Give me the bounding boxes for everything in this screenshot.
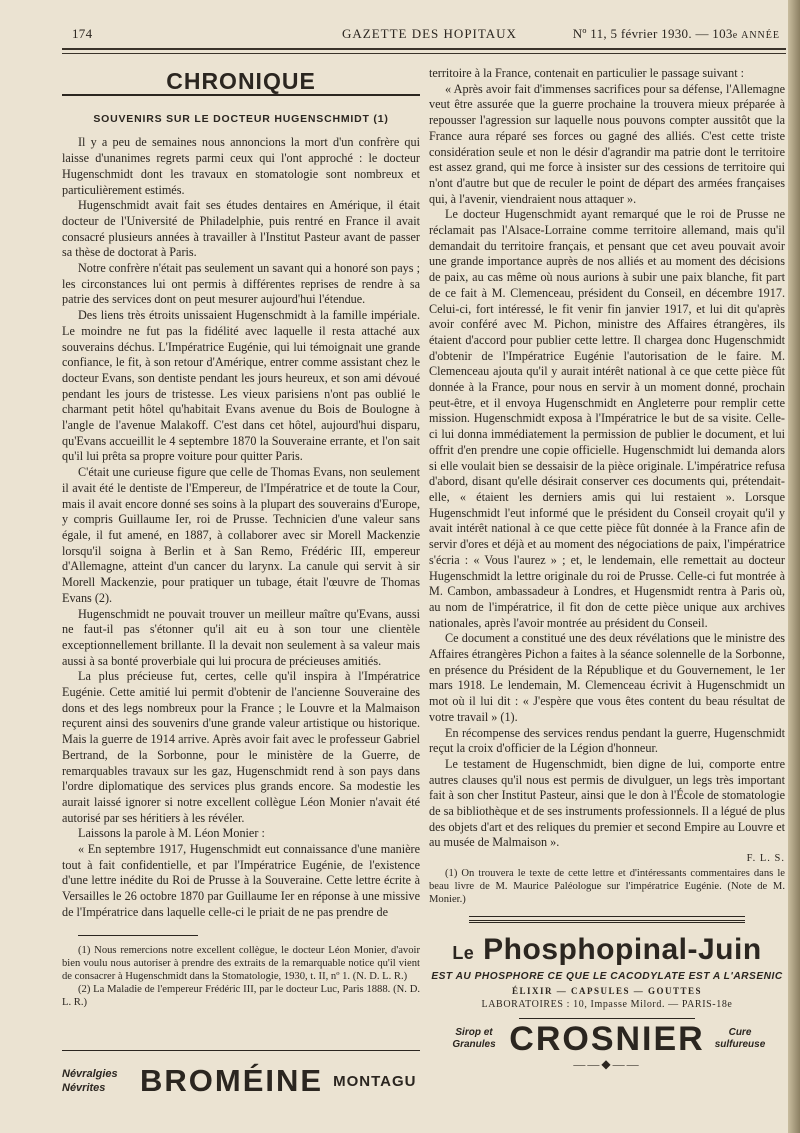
paragraph: Le docteur Hugenschmidt ayant remarqué que le roi de Prusse ne réclamait pas l'Alsace-Lorraine comme territoire allemand, mais qu'il demandait du territoire français, et pensant que cet aveu pouvait avoir une grande importance auprès de nos alliés et au moment des décisions de paix, au cas même où nous aurions à subir une paix blanche, fit part de ce fait à M. Clemenceau, président du Conseil, en décembre 1917. Celui-ci, fort intéressé, le fit venir fin janvier 1917, et lui dit qu'après avoir conféré avec M. Pichon, ministre des Affaires étrangères, ils étaient d'accord pour publier cette lettre. Il chargea donc Hugenschmidt d'obtenir de l'Impératrice Eugénie l'autorisation de le faire. M. Clemenceau ajouta qu'il y aurait intérêt national à ce que cette pièce fût donnée à la France, pour nous en servir à un moment donné, prochain peut-être, et il envoya Hugenschmidt en Angleterre pour remplir cette mission. Hugenschmidt exposa à l'Impératrice le but de sa visite. Celle-ci lui donna immédiatement la permission de publier le document, et lui offrit d'en prendre une copie officielle. Hugenschmidt lui demanda alors si elle voulait bien se dessaisir de la pièce originale. L'impératrice refusa d'abord, disant qu'elle désirait conserver ces documents qui, prétendait-elle, « étaient les derniers amis qui lui restaient ». Lorsque Hugenschmidt l'eut informé que le président du Conseil croyait qu'il y avait intérêt national à ce que cette pièce fût donnée à la France afin de servir d'ores et déjà et au moment des négociations de paix, l'impératrice s'écria : « Vous l'aurez » ; et, le lendemain, elle remettait au docteur Hugenschmidt la lettre originale du roi de Prusse. Celle-ci fut montrée à M. Cambon, ambassadeur à Londres, et Hugensmidt rentra à Paris où, au nom de l'impératrice, il fit don de cette pièce unique aux archives nationales, après l'avoir montrée au président du Conseil. [429,207,785,630]
running-head [62,26,786,46]
signature: F. L. S. [746,853,785,865]
paragraph: Des liens très étroits unissaient Hugenschmidt à la famille impériale. Le moindre ne fut pas la fidélité avec laquelle il resta attaché aux souverains déchus. L'Impératrice Eugénie, qui lui témoignait une grande confiance, le fit, à son retour d'Amérique, entrer comme assistant chez le docteur Evans, son dentiste pendant les jours heureux, et son ami dévoué pendant les jours de tristesse. Les vieux parisiens n'ont pas oublié le charmant petit hôtel qu'habitait Evans avenue du Bois de Boulogne à l'angle de l'avenue Malakoff. C'est dans cet hôtel, aujourd'hui disparu, qu'Evans accueillit le 4 septembre 1870 la Souveraine errante, et l'on sait qu'il lui prêta sa propre voiture pour quitter Paris. [62,308,420,464]
ad-phos-tagline: EST AU PHOSPHORE CE QUE LE CACODYLATE EST A L'ARSENIC [431,971,783,983]
paragraph: territoire à la France, contenait en particulier le passage suivant : [429,66,745,80]
article-title: SOUVENIRS SUR LE DOCTEUR HUGENSCHMIDT (1) [93,112,389,125]
page-binding-edge [788,0,800,1133]
issue-year-suffix: e ANNÉE [732,30,780,41]
ad-bromeine-indication: Névralgies Névrites [62,1068,118,1094]
paragraph: Notre confrère n'était pas seulement un savant qui a honoré son pays ; les circonstances lui ont permis à différentes reprises de rendre à sa patrie des services dont on peut mesurer aujourd'hui l'étendue. [62,261,420,307]
advertisement-phosphopinal [429,933,785,1012]
ornament-divider: ——◆—— [573,1057,641,1072]
page-number: 174 [72,26,93,41]
footnote-rule [78,935,198,936]
ad-phos-forms: ÉLIXIR — CAPSULES — GOUTTES [511,986,703,997]
journal-title: GAZETTE DES HOPITAUX [342,26,517,41]
paragraph: Ce document a constitué une des deux révélations que le ministre des Affaires étrangères Pichon a faites à la séance solennelle de la Sorbonne, en présence du Président de la République et du Gouvernement, le 1er mars 1918. Le lendemain, M. Clemenceau écrivit à Hugenschmidt un mot où il lui dit : « J'espère que vous êtes content du beau résultat de votre travail » (1). [429,631,785,724]
ad-bromeine-brand: BROMÉINE [140,1063,324,1098]
header-rule [62,48,786,50]
ad-phos-brand: Phosphopinal-Juin [483,933,762,967]
advertisement-crosnier [439,1019,775,1058]
ad-separator-double [469,920,745,923]
paragraph: Le testament de Hugenschmidt, bien digne de lui, comporte entre autres clauses qu'il nous est permis de divulguer, un legs très important fait à son cher Institut Pasteur, ainsi que le don à l'École de stomatologie de sa bibliothèque et de ses instruments professionnels. Il a légué de plus des objets d'art et des reliques du premier et second Empire au Louvre et au musée de Malmaison ». [429,756,785,850]
paragraph: Hugenschmidt ne pouvait trouver un meilleur maître qu'Evans, aussi ne faut-il pas s'étonner qu'il ait eu à son tour une clientèle exceptionnellement brillante. Il la devait non seulement à sa valeur mais aussi à sa bonté proverbiale qui lui procura de précieuses amitiés. [62,606,420,668]
paragraph: En récompense des services rendus pendant la guerre, Hugenschmidt reçut la croix d'officier de la Légion d'honneur. [429,725,785,756]
advertisement-bromeine [62,1050,420,1099]
header-rule-thin [62,53,786,54]
paragraph: « En septembre 1917, Hugenschmidt eut connaissance d'une manière tout à fait confidentielle, et par l'Impératrice Eugénie, de l'existence d'une lettre inédite du Roi de Prusse à la Souveraine. Cette lettre écrite à Versailles le 26 octobre 1870 par Guillaume Ier en réponse à une missive de l'Impératrice dans laquelle celle-ci le priait de ne pas prendre de [62,842,420,919]
ad-crosnier-left: Sirop et Granules [452,1027,496,1051]
paragraph: Il y a peu de semaines nous annoncions la mort d'un confrère qui laisse d'unanimes regrets parmi ceux qui l'ont approché : le docteur Hugenschmidt dont les travaux en stomatologie sont nombreux et particulièrement estimés. [62,135,420,197]
paragraph: La plus précieuse fut, certes, celle qu'il inspira à l'Impératrice Eugénie. Cette amitié lui permit d'obtenir de l'ancienne Souveraine des dons et des legs nombreux pour la France ; le Louvre et la Malmaison reçurent ainsi des souvenirs d'une grande valeur artistique ou historique. Mais la guerre de 1914 arrive. Après avoir fait avec le professeur Gabriel Bertrand, de la Sorbonne, pour le ministère de la Guerre, de remarquables travaux sur les gaz, Hugenschmidt rend à son pays dans l'ordre diplomatique des services plus grands encore. Sa modestie les aurait laissé ignorer si notre excellent collègue Léon Monier n'avait été autorisé par ses héritiers à les révéler. [62,669,420,825]
left-column [62,66,420,1010]
right-column [429,66,785,1073]
issue-info [573,26,780,42]
paragraph: Laissons la parole à M. Léon Monier : [78,826,265,841]
issue-date: Nº 11, 5 février 1930. — 103 [572,26,733,41]
paragraph: C'était une curieuse figure que celle de Thomas Evans, non seulement il avait été le dentiste de l'Empereur, de l'Impératrice et de toute la Cour, mais il avait encore donné ses soins à la plupart des souverains d'Europe, y compris Guillaume Ier, roi de Prusse. Technicien d'une valeur sans égale, il fut amené, en 1887, à collaborer avec sir Morell Mackenzie lorsqu'il soigna à Berlin et à San Remo, Frédéric III, empereur d'Allemagne, atteint d'un cancer du larynx. La canule qui servit à sir Morell Mackenzie, pour pratiquer un tubage, était l'œuvre de Thomas Evans (2). [62,465,420,605]
quotation: « Après avoir fait d'immenses sacrifices pour sa défense, l'Allemagne veut être assurée que la guerre prochaine la trouvera mieux préparée à repousser l'agression sur laquelle nous pouvons compter aussitôt que la France aura réparé ses forces ou gagné des alliés. C'est cette triste considération seule et non le désir d'agrandir ma patrie dont le territoire est assez grand, qui me force à insister sur des cessions de territoire qui n'ont d'autre but que de reculer le point de départ des armées françaises qui, à l'avenir, viendraient nous attaquer ». [429,81,785,206]
ad-phos-brand-prefix: Le [452,943,475,964]
ad-separator [469,916,745,917]
paragraph: Hugenschmidt avait fait ses études dentaires en Amérique, il était docteur de l'Université de Philadelphie, puis rentré en France il avait consacré plusieurs années à travailler à l'Institut Pasteur avant de passer sa thèse de doctorat à Paris. [62,198,420,260]
ad-phos-brand-line [429,933,785,970]
footnote: (1) Nous remercions notre excellent collègue, le docteur Léon Monier, d'avoir bien voulu nous autoriser à prendre des extraits de la remarquable notice qu'il vient de consacrer à Hugenschmidt dans la Stomatologie, 1930, t. II, nº 1. (N. D. L. R.) [62,944,420,982]
section-title-rule [62,94,420,96]
footnote: (2) La Maladie de l'empereur Frédéric III, par le docteur Luc, Paris 1888. (N. D. L. R.) [62,984,420,1009]
ad-bromeine-maker: MONTAGU [333,1072,417,1090]
ad-crosnier-brand: CROSNIER [509,1019,705,1058]
ad-crosnier-right: Cure sulfureuse [714,1027,766,1051]
section-title: CHRONIQUE [166,68,316,94]
footnote: (1) On trouvera le texte de cette lettre et d'intéressants commentaires dans le beau livre de M. Maurice Paléologue sur l'impératrice Eugénie. (Note de M. Monier.) [429,867,785,906]
ad-phos-laboratory: LABORATOIRES : 10, Impasse Milord. — PARIS-18e [481,999,733,1011]
